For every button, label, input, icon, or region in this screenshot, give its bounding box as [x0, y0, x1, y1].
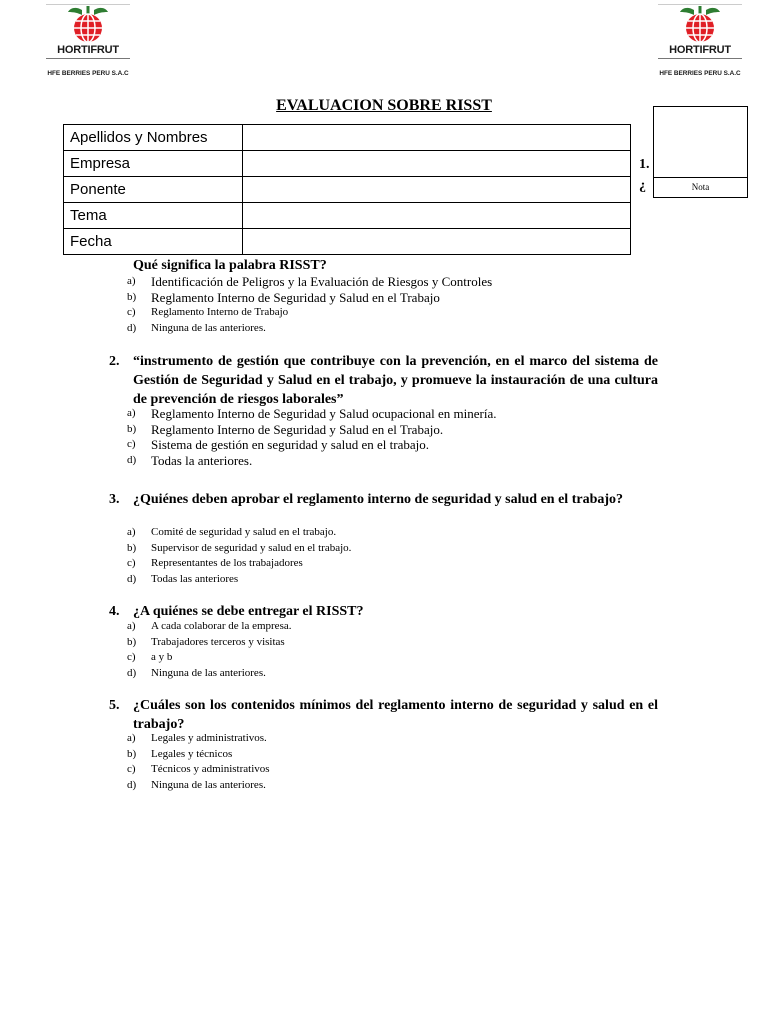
question-text: “instrumento de gestión que contribuye con la prevención, en el marco del sistema de Gestión de Seguridad y Salud en el trabajo, y promueve la instauración de una cultura de prevención de riesgos laborales”: [133, 354, 658, 407]
options-list: [127, 731, 667, 793]
field-label: Tema: [64, 203, 243, 229]
table-row: [64, 151, 631, 177]
name-field[interactable]: [243, 125, 631, 151]
options-list: [127, 274, 667, 336]
question-number: 3.: [109, 492, 120, 507]
list-item[interactable]: b) Supervisor de seguridad y salud en el trabajo.: [127, 541, 352, 554]
list-item[interactable]: a) Reglamento Interno de Seguridad y Salud ocupacional en minería.: [127, 406, 497, 421]
company-logo: [658, 4, 742, 76]
field-label: Empresa: [64, 151, 243, 177]
field-label: Ponente: [64, 177, 243, 203]
speaker-field[interactable]: [243, 177, 631, 203]
list-item[interactable]: a) A cada colaborar de la empresa.: [127, 620, 292, 632]
date-field[interactable]: [243, 229, 631, 255]
question-number: 4.: [109, 604, 120, 619]
page-title: EVALUACION SOBRE RISST: [276, 97, 492, 114]
grade-label: Nota: [691, 182, 710, 192]
list-item[interactable]: b) Reglamento Interno de Seguridad y Salud en el Trabajo.: [127, 421, 444, 437]
options-list: [127, 406, 667, 468]
question-mark-glyph: ¿: [639, 178, 646, 193]
question-number: 5.: [109, 698, 120, 713]
options-list: [127, 525, 667, 587]
table-row: [64, 125, 631, 151]
question-number: 2.: [109, 354, 120, 369]
options-list: [127, 619, 667, 681]
list-item[interactable]: c) Reglamento Interno de Trabajo: [127, 306, 289, 318]
list-item[interactable]: b) Trabajadores terceros y visitas: [127, 635, 285, 648]
list-item[interactable]: b) Reglamento Interno de Seguridad y Salud en el Trabajo: [127, 289, 440, 305]
list-item[interactable]: c) Sistema de gestión en seguridad y salud en el trabajo.: [127, 437, 429, 452]
grade-box[interactable]: [653, 106, 748, 198]
topic-field[interactable]: [243, 203, 631, 229]
field-label: Apellidos y Nombres: [64, 125, 243, 151]
logo-company: HFE BERRIES PERU S.A.C: [47, 70, 129, 77]
list-item[interactable]: a) Identificación de Peligros y la Evaluación de Riesgos y Controles: [127, 274, 493, 289]
strawberry-globe-icon: [58, 4, 118, 44]
list-item[interactable]: c) a y b: [127, 651, 173, 663]
list-item[interactable]: c) Representantes de los trabajadores: [127, 557, 303, 569]
logo-brand: HORTIFRUT: [57, 44, 119, 56]
company-logo: [46, 4, 130, 76]
question-number-mark: 1.: [639, 157, 650, 172]
list-item[interactable]: d) Ninguna de las anteriores.: [127, 778, 266, 791]
list-item[interactable]: d) Ninguna de las anteriores.: [127, 321, 266, 334]
table-row: [64, 229, 631, 255]
field-label: Fecha: [64, 229, 243, 255]
list-item[interactable]: a) Legales y administrativos.: [127, 732, 267, 744]
list-item[interactable]: c) Técnicos y administrativos: [127, 763, 270, 775]
table-row: [64, 203, 631, 229]
logo-company: HFE BERRIES PERU S.A.C: [659, 70, 741, 77]
list-item[interactable]: a) Comité de seguridad y salud en el trabajo.: [127, 526, 337, 538]
participant-info-table: [63, 124, 631, 255]
company-field[interactable]: [243, 151, 631, 177]
list-item[interactable]: d) Todas las anteriores: [127, 572, 239, 585]
list-item[interactable]: d) Ninguna de las anteriores.: [127, 666, 266, 679]
question-text: ¿Quiénes deben aprobar el reglamento interno de seguridad y salud en el trabajo?: [133, 492, 624, 507]
question-text: Qué significa la palabra RISST?: [133, 258, 327, 273]
question-text: ¿A quiénes se debe entregar el RISST?: [133, 604, 364, 619]
list-item[interactable]: b) Legales y técnicos: [127, 747, 233, 760]
strawberry-globe-icon: [670, 4, 730, 44]
table-row: [64, 177, 631, 203]
list-item[interactable]: d) Todas la anteriores.: [127, 452, 253, 468]
question-text: ¿Cuáles son los contenidos mínimos del reglamento interno de seguridad y salud en el trabajo?: [133, 698, 658, 732]
logo-brand: HORTIFRUT: [669, 44, 731, 56]
